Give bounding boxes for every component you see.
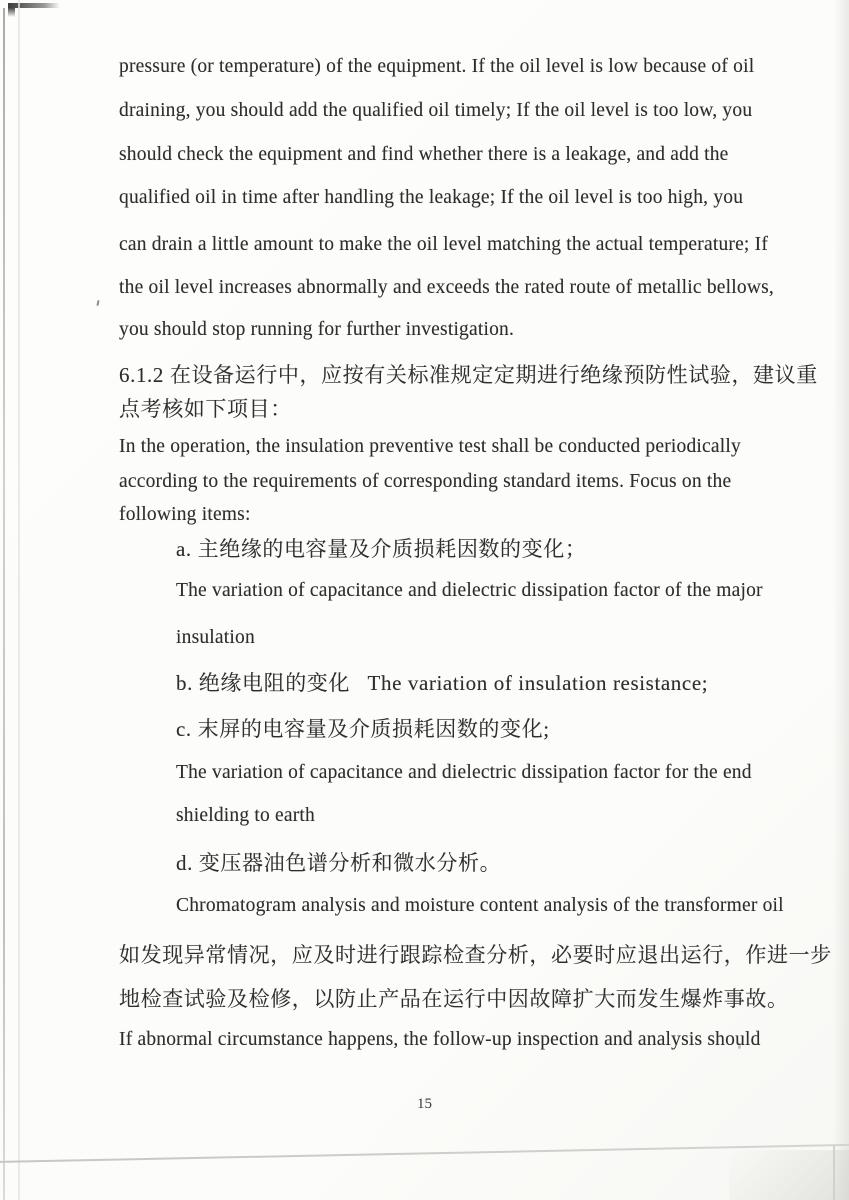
scan-corner-mark-horizontal: [8, 3, 60, 8]
scan-speck: [96, 300, 99, 306]
text-line: draining, you should add the qualified oil timely; If the oil level is too low, you: [119, 100, 753, 121]
list-item-a-translation: The variation of capacitance and dielectric dissipation factor of the major: [176, 580, 763, 601]
list-item-c-translation-cont: shielding to earth: [176, 805, 315, 826]
text-line: In the operation, the insulation preventive test shall be conducted periodically: [119, 436, 741, 457]
paper-bottom-edge-line: [0, 1144, 849, 1163]
text-line: according to the requirements of corresponding standard items. Focus on the: [119, 471, 732, 492]
list-item-d-translation: Chromatogram analysis and moisture content analysis of the transformer oil: [176, 895, 784, 916]
text-line: you should stop running for further investigation.: [119, 319, 515, 340]
text-line: should check the equipment and find whether there is a leakage, and add the: [119, 144, 729, 165]
page-number: 15: [417, 1096, 432, 1112]
text-line: 地检查试验及检修，以防止产品在运行中因故障扩大而发生爆炸事故。: [119, 987, 789, 1011]
list-item-a-translation-cont: insulation: [176, 627, 255, 648]
list-item-d: d. 变压器油色谱分析和微水分析。: [176, 851, 502, 875]
text-line: can drain a little amount to make the oil level matching the actual temperature; If: [119, 234, 769, 255]
list-item-a: a. 主绝缘的电容量及介质损耗因数的变化；: [176, 537, 587, 561]
text-line: If abnormal circumstance happens, the follow-up inspection and analysis should: [119, 1029, 761, 1050]
text-line: 如发现异常情况，应及时进行跟踪检查分析，必要时应退出运行，作进一步: [119, 943, 832, 967]
list-item-c-translation: The variation of capacitance and dielectric dissipation factor for the end: [176, 762, 752, 783]
list-item-b: b. 绝缘电阻的变化 The variation of insulation resistance;: [176, 671, 709, 695]
scan-right-shading: [833, 0, 849, 1200]
list-item-c: c. 末屏的电容量及介质损耗因数的变化;: [176, 717, 550, 741]
section-heading-6-1-2-cont: 点考核如下项目：: [119, 397, 292, 421]
section-heading-6-1-2: 6.1.2 在设备运行中，应按有关标准规定定期进行绝缘预防性试验，建议重: [119, 363, 818, 387]
scan-left-edge-shadow: [18, 0, 20, 1200]
scan-bottom-right-shading: [729, 1150, 849, 1200]
text-line: qualified oil in time after handling the leakage; If the oil level is too high, you: [119, 187, 744, 208]
scan-left-edge-line: [3, 8, 5, 1200]
text-line: the oil level increases abnormally and exceeds the rated route of metallic bellows,: [119, 277, 774, 298]
text-line: pressure (or temperature) of the equipment. If the oil level is low because of oil: [119, 56, 755, 77]
text-line: following items:: [119, 504, 251, 525]
scan-corner-mark-vertical: [8, 8, 15, 17]
